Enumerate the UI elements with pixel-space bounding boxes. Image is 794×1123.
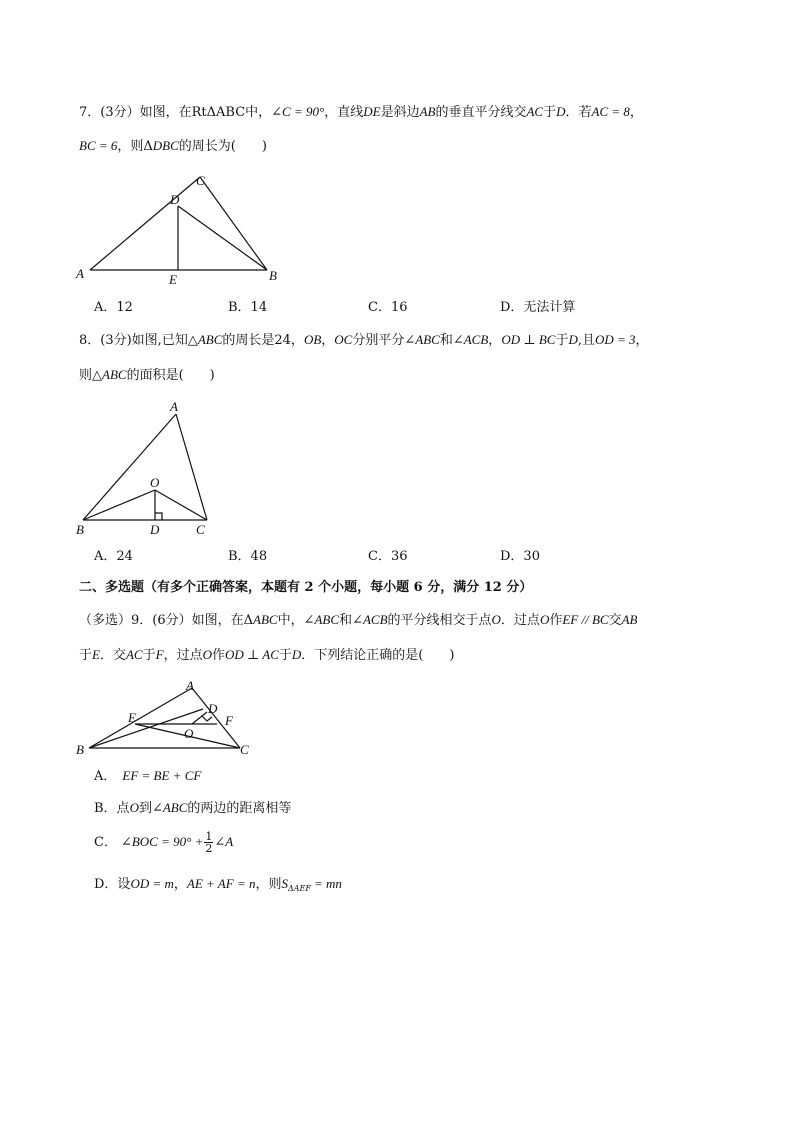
q7-option-c: C．16	[368, 300, 408, 315]
q7-label-e: E	[169, 272, 177, 287]
q9-label-b: B	[76, 742, 84, 757]
q7-segment-cb	[200, 177, 267, 270]
q7-stem-line2: BC = 6，则ΔDBC的周长为( )	[79, 138, 267, 154]
q7-stem-line1: 7．(3分）如图，在RtΔABC中，∠C = 90°，直线DE是斜边AB的垂直平分线交AC于D．若AC = 8，	[79, 104, 643, 120]
q9-figure	[74, 678, 264, 763]
q9-label-c: C	[240, 742, 249, 757]
q9-label-f: F	[225, 713, 233, 728]
q8-label-b: B	[76, 522, 84, 537]
q8-stem-line2: 则△ABC的面积是( )	[79, 367, 215, 383]
q8-segment-ob	[83, 490, 155, 520]
q9-stem-line1: （多选）9．(6分）如图，在ΔABC中，∠ABC和∠ACB的平分线相交于点O．过点O作EF // BC交AB	[79, 612, 638, 628]
q8-option-a: A．24	[94, 549, 133, 564]
q8-option-c: C．36	[368, 549, 408, 564]
q9-option-a: A． EF = BE + CF	[94, 768, 202, 784]
q7-label-d: D	[170, 192, 180, 207]
q8-label-d: D	[150, 522, 160, 537]
q8-right-angle-mark	[155, 513, 162, 520]
q7-option-a: A．12	[94, 300, 133, 315]
q9-fraction-half: $\frac{1}{2}$	[205, 830, 213, 855]
q8-label-o: O	[150, 475, 160, 490]
q9-label-o: O	[184, 726, 194, 741]
q9-label-e: E	[128, 710, 136, 725]
q7-segment-ac	[90, 177, 200, 270]
q7-label-b: B	[269, 268, 277, 283]
q9-option-d: D．设OD = m，AE + AF = n，则$S_{\Delta AEF}$ = mn	[94, 876, 342, 893]
q8-stem-line1: 8．(3分)如图,已知△ABC的周长是24，OB，OC分别平分∠ABC和∠ACB，OD ⊥ BC于D,且OD = 3，	[79, 332, 649, 348]
q8-figure	[74, 398, 224, 543]
q7-figure	[74, 170, 294, 290]
q7-option-b: B．14	[228, 300, 268, 315]
q8-label-c: C	[196, 522, 205, 537]
q9-label-d: D	[208, 701, 218, 716]
q8-option-d: D．30	[500, 549, 540, 564]
section2-heading: 二、多选题（有多个正确答案，本题有 2 个小题，每小题 6 分，满分 12 分）	[79, 580, 533, 595]
q8-label-a: A	[170, 399, 178, 414]
q9-option-c: C． ∠BOC = 90° + $\frac{1}{2}$ ∠A	[94, 830, 234, 855]
q9-option-b: B．点O到∠ABC的两边的距离相等	[94, 800, 292, 816]
q8-segment-ac	[176, 414, 207, 520]
q7-segment-db	[178, 206, 267, 270]
q9-stem-line2: 于E．交AC于F，过点O作OD ⊥ AC于D．下列结论正确的是( )	[79, 647, 455, 663]
q7-option-d: D．无法计算	[500, 300, 576, 315]
q9-label-a: A	[186, 678, 194, 693]
q7-label-a: A	[76, 266, 84, 281]
q9-right-angle-mark	[202, 716, 212, 721]
q8-option-b: B．48	[228, 549, 268, 564]
q8-segment-ab	[83, 414, 176, 520]
q7-label-c: C	[196, 173, 205, 188]
